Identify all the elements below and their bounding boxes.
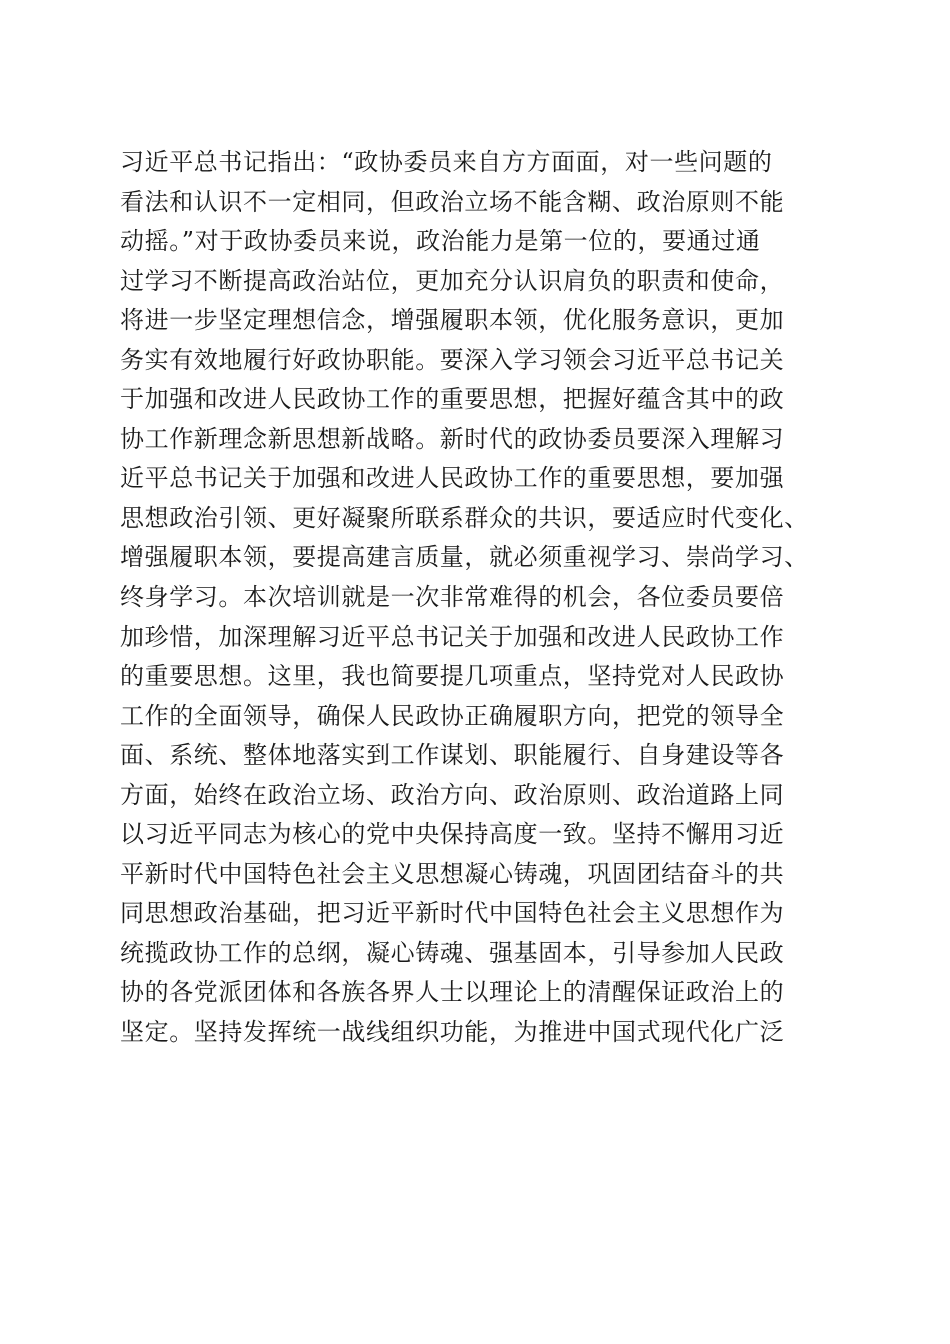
text-line: 习近平总书记指出：“政协委员来自方方面面，对一些问题的 bbox=[120, 148, 773, 176]
text-line: 以习近平同志为核心的党中央保持高度一致。坚持不懈用习近 bbox=[120, 820, 785, 849]
text-line: 终身学习。本次培训就是一次非常难得的机会，各位委员要倍 bbox=[120, 583, 785, 612]
text-line: 加珍惜，加深理解习近平总书记关于加强和改进人民政协工作 bbox=[120, 622, 785, 651]
text-line: 统揽政协工作的总纲，凝心铸魂、强基固本，引导参加人民政 bbox=[120, 938, 785, 967]
text-line: 看法和认识不一定相同，但政治立场不能含糊、政治原则不能 bbox=[120, 187, 785, 216]
text-line: 动摇。”对于政协委员来说，政治能力是第一位的，要通过通 bbox=[120, 227, 761, 256]
text-line: 面、系统、整体地落实到工作谋划、职能履行、自身建设等各 bbox=[120, 741, 785, 770]
text-line: 协的各党派团体和各族各界人士以理论上的清醒保证政治上的 bbox=[120, 978, 785, 1007]
text-line: 思想政治引领、更好凝聚所联系群众的共识，要适应时代变化、 bbox=[120, 503, 809, 532]
body-paragraph bbox=[120, 143, 840, 1053]
text-line: 增强履职本领，要提高建言质量，就必须重视学习、崇尚学习、 bbox=[120, 543, 809, 572]
text-line: 工作的全面领导，确保人民政协正确履职方向，把党的领导全 bbox=[120, 701, 785, 730]
text-line: 平新时代中国特色社会主义思想凝心铸魂，巩固团结奋斗的共 bbox=[120, 859, 785, 888]
text-line: 务实有效地履行好政协职能。要深入学习领会习近平总书记关 bbox=[120, 345, 785, 374]
text-line: 过学习不断提高政治站位，更加充分认识肩负的职责和使命， bbox=[120, 266, 785, 295]
text-line: 协工作新理念新思想新战略。新时代的政协委员要深入理解习 bbox=[120, 424, 785, 453]
text-line: 方面，始终在政治立场、政治方向、政治原则、政治道路上同 bbox=[120, 780, 785, 809]
text-line: 于加强和改进人民政协工作的重要思想，把握好蕴含其中的政 bbox=[120, 385, 785, 414]
text-line: 将进一步坚定理想信念，增强履职本领，优化服务意识，更加 bbox=[120, 306, 785, 335]
text-line: 近平总书记关于加强和改进人民政协工作的重要思想，要加强 bbox=[120, 464, 785, 493]
text-line: 坚定。坚持发挥统一战线组织功能，为推进中国式现代化广泛 bbox=[120, 1018, 785, 1047]
text-line: 的重要思想。这里，我也简要提几项重点，坚持党对人民政协 bbox=[120, 662, 785, 691]
text-line: 同思想政治基础，把习近平新时代中国特色社会主义思想作为 bbox=[120, 899, 785, 928]
